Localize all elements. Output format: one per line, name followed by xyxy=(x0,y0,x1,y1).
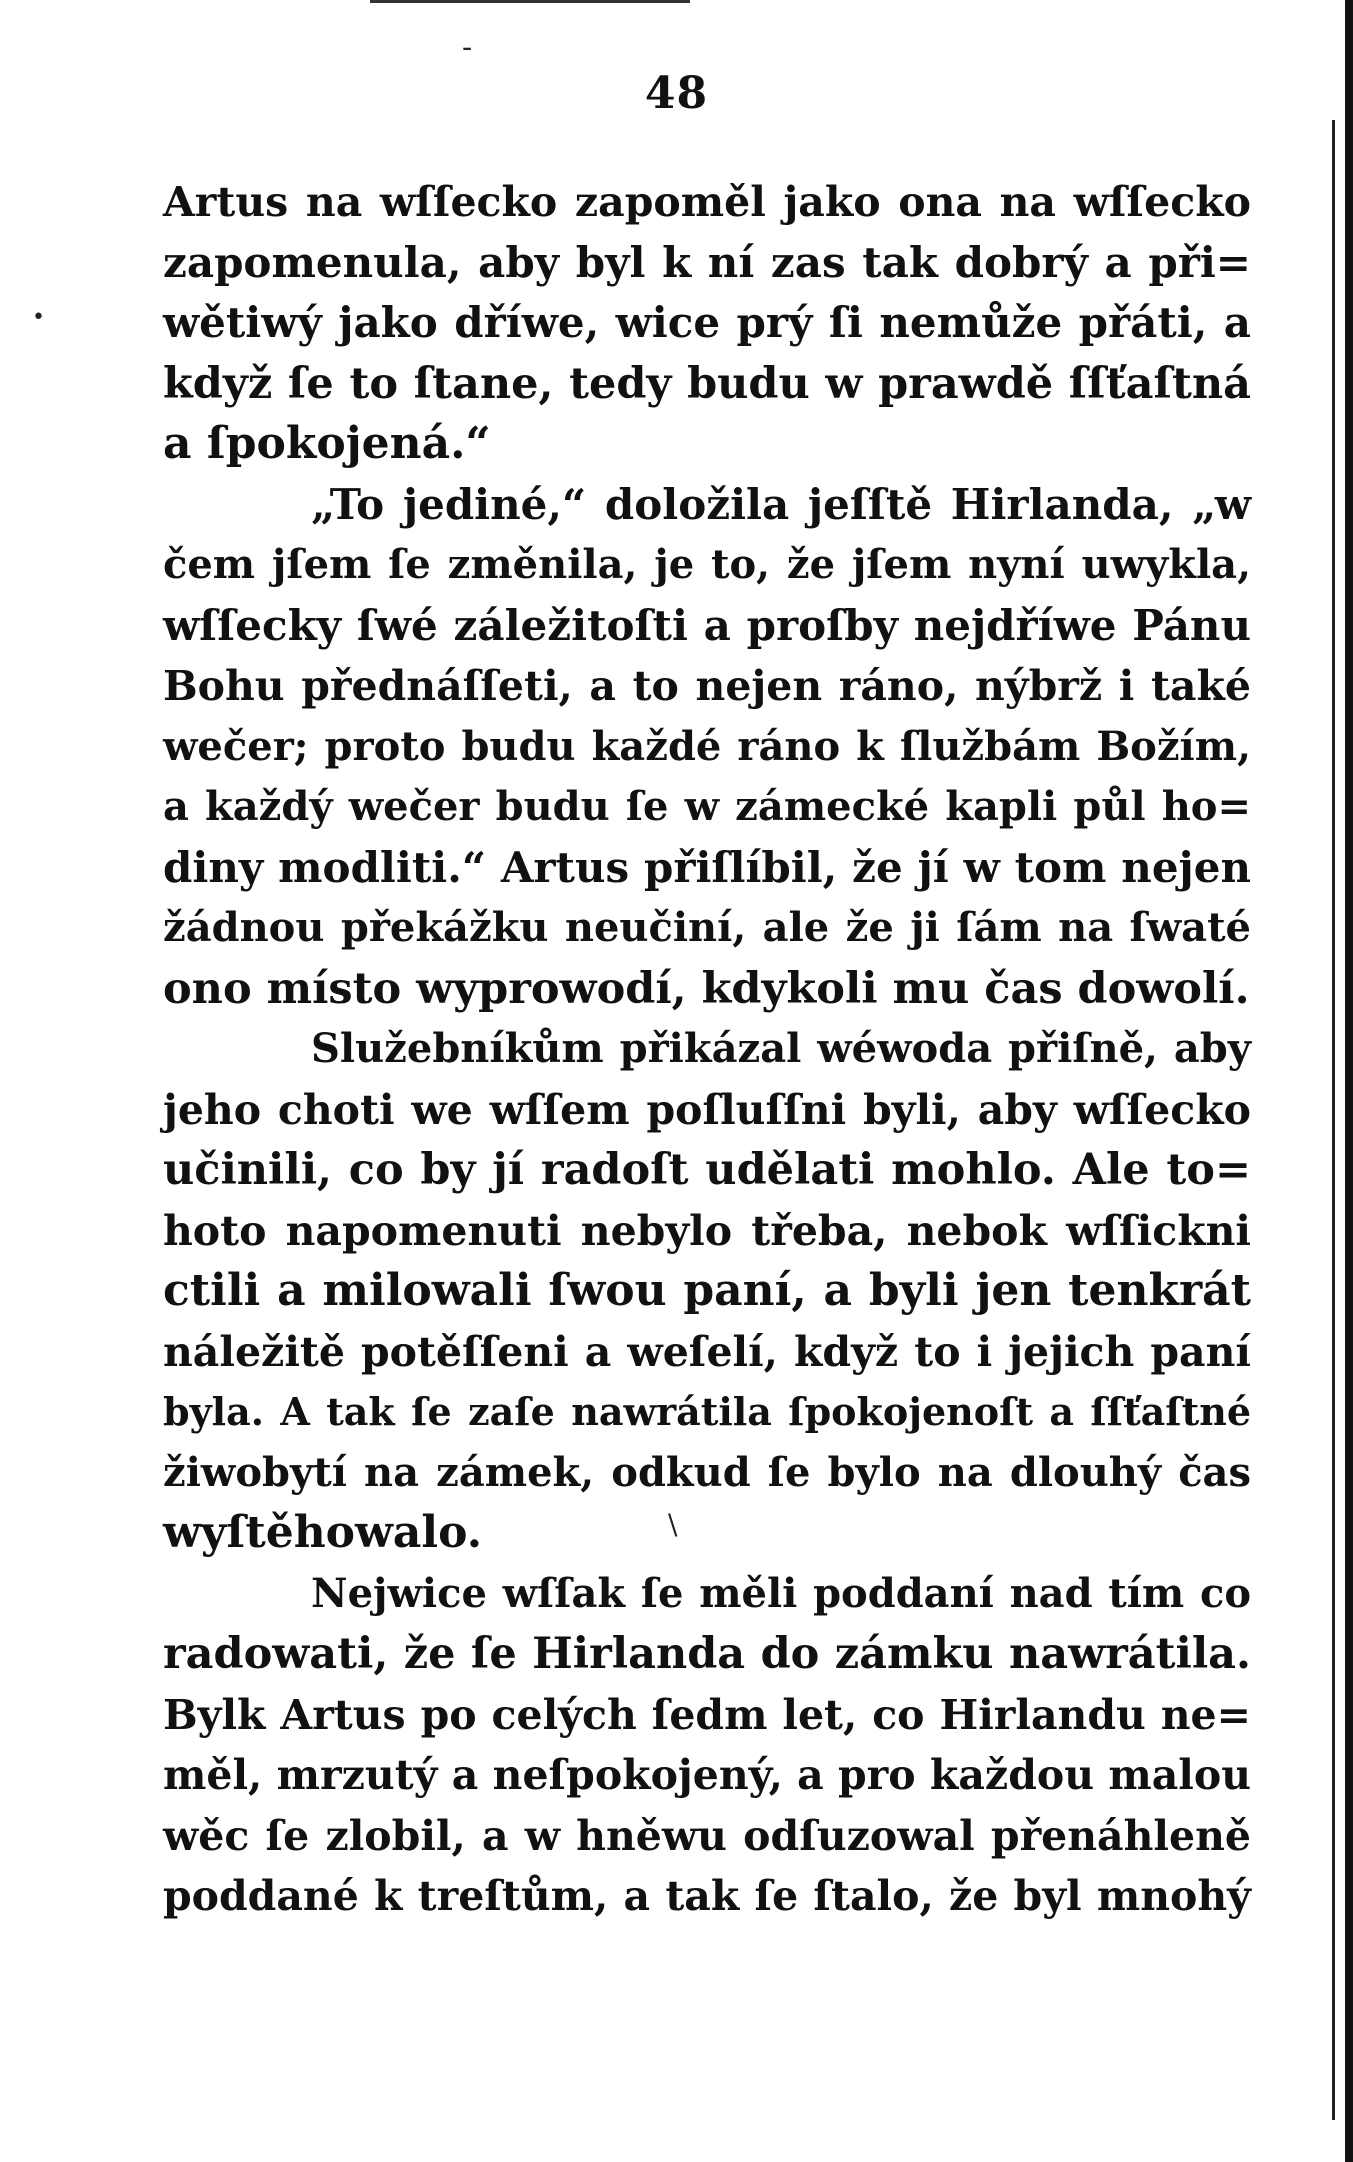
scan-right-border-line xyxy=(1332,120,1335,2120)
text-line: zapomenula, aby byl k ní zas tak dobrý a při= xyxy=(163,237,1251,287)
text-line: a každý wečer budu ſe w zámecké kapli půl ho= xyxy=(163,783,1251,830)
text-line: Služebníkům přikázal wéwoda přiſně, aby xyxy=(311,1025,1251,1072)
text-line: poddané k treſtům, a tak ſe ſtalo, že byl mnohý xyxy=(163,1872,1251,1920)
text-line: wſſecky ſwé záležitoſti a proſby nejdříwe Pánu xyxy=(163,600,1251,650)
text-line: diny modliti.“ Artus přiſlíbil, že jí w tom nejen xyxy=(163,842,1251,892)
scan-top-edge xyxy=(370,0,690,3)
scan-mark-stray: \ xyxy=(668,1508,678,1541)
page-number: 48 xyxy=(644,68,709,119)
text-line: a ſpokojená.“ xyxy=(163,418,491,469)
text-line: Artus na wſſecko zapoměl jako ona na wſſecko xyxy=(163,178,1251,226)
text-line: ono místo wyprowodí, kdykoli mu čas dowolí. xyxy=(163,963,1250,1014)
text-line: náležitě potěſſeni a weſelí, když to i jejich paní xyxy=(163,1327,1251,1376)
text-line: když ſe to ſtane, tedy budu w prawdě ſſťaſtná xyxy=(163,358,1251,409)
text-line: byla. A tak ſe zaſe nawrátila ſpokojenoſt a ſſťaſtné xyxy=(163,1389,1251,1434)
scan-mark-top: - xyxy=(462,30,473,65)
text-line: „To jediné,“ doložila jeſſtě Hirlanda, „w xyxy=(311,479,1251,529)
body-text xyxy=(163,172,1251,1927)
text-line: Bohu přednáſſeti, a to nejen ráno, nýbrž i také xyxy=(163,662,1251,710)
text-line: učinili, co by jí radoſt udělati mohlo. Ale to= xyxy=(163,1145,1251,1195)
text-line: wečer; proto budu každé ráno k ſlužbám Božím, xyxy=(163,722,1251,770)
text-line: wyſtěhowalo. xyxy=(163,1507,483,1558)
text-line: hoto napomenuti nebylo třeba, nebok wſſickni xyxy=(163,1206,1251,1255)
text-line: radowati, že ſe Hirlanda do zámku nawrátila. xyxy=(163,1629,1251,1679)
text-line: žádnou překážku neučiní, ale že ji ſám na ſwaté xyxy=(163,904,1251,951)
text-line: wětiwý jako dříwe, wice prý ſi nemůže přáti, a xyxy=(163,298,1251,347)
text-line: žiwobytí na zámek, odkud ſe bylo na dlouhý čas xyxy=(163,1448,1251,1496)
text-line: Bylk Artus po celých ſedm let, co Hirlandu ne= xyxy=(163,1690,1251,1739)
text-line: Nejwice wſſak ſe měli poddaní nad tím co xyxy=(311,1569,1251,1617)
text-line: měl, mrzutý a neſpokojený, a pro každou malou xyxy=(163,1751,1251,1799)
text-line: ctili a milowali ſwou paní, a byli jen tenkrát xyxy=(163,1265,1251,1316)
text-line: čem jſem ſe změnila, je to, že jſem nyní uwykla, xyxy=(163,541,1251,588)
text-line: jeho choti we wſſem poſluſſni byli, aby wſſecko xyxy=(163,1085,1251,1134)
scan-right-edge xyxy=(1345,0,1353,2162)
text-line: wěc ſe zlobil, a w hněwu odſuzowal přenáhleně xyxy=(163,1811,1251,1860)
scan-mark-left: • xyxy=(32,305,45,330)
